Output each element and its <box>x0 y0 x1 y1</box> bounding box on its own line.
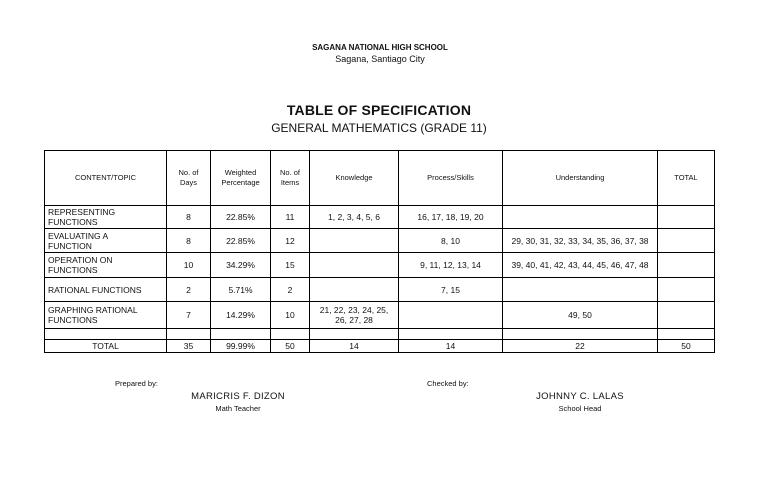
table-row <box>45 229 715 253</box>
total-cell <box>658 253 715 278</box>
table-row <box>45 206 715 229</box>
header-items: No. of Items <box>271 151 310 206</box>
knowledge-cell <box>310 229 399 253</box>
checked-by-role: School Head <box>558 404 602 413</box>
school-location: Sagana, Santiago City <box>335 54 425 64</box>
weight-cell: 14.29% <box>211 302 271 329</box>
topic-cell: REPRESENTING FUNCTIONS <box>45 206 167 229</box>
topic-cell: RATIONAL FUNCTIONS <box>45 278 167 302</box>
totals-process: 14 <box>399 340 503 353</box>
totals-total: 50 <box>658 340 715 353</box>
document-title: TABLE OF SPECIFICATION <box>286 102 472 118</box>
weight-cell: 22.85% <box>211 206 271 229</box>
specification-table <box>44 150 715 353</box>
prepared-by-name: MARICRIS F. DIZON <box>191 391 285 402</box>
weight-cell: 34.29% <box>211 253 271 278</box>
topic-cell: EVALUATING A FUNCTION <box>45 229 167 253</box>
days-cell: 10 <box>167 253 211 278</box>
items-cell: 11 <box>271 206 310 229</box>
knowledge-cell <box>310 278 399 302</box>
process-cell: 7, 15 <box>399 278 503 302</box>
total-cell <box>658 302 715 329</box>
table-row <box>45 253 715 278</box>
understanding-cell <box>503 278 658 302</box>
table-row <box>45 278 715 302</box>
table-row <box>45 302 715 329</box>
knowledge-cell <box>310 253 399 278</box>
checked-by-name: JOHNNY C. LALAS <box>536 391 624 402</box>
totals-understanding: 22 <box>503 340 658 353</box>
weight-cell: 5.71% <box>211 278 271 302</box>
header-knowledge: Knowledge <box>310 151 399 206</box>
header-total: TOTAL <box>658 151 715 206</box>
items-cell: 2 <box>271 278 310 302</box>
understanding-cell <box>503 206 658 229</box>
header-weighted-percentage: Weighted Percentage <box>211 151 271 206</box>
checked-by-label: Checked by: <box>427 379 469 388</box>
items-cell: 12 <box>271 229 310 253</box>
header-understanding: Understanding <box>503 151 658 206</box>
knowledge-cell: 21, 22, 23, 24, 25, 26, 27, 28 <box>310 302 399 329</box>
prepared-by-label: Prepared by: <box>115 379 158 388</box>
total-cell <box>658 206 715 229</box>
process-cell: 9, 11, 12, 13, 14 <box>399 253 503 278</box>
totals-weight: 99.99% <box>211 340 271 353</box>
understanding-cell: 49, 50 <box>503 302 658 329</box>
understanding-cell: 39, 40, 41, 42, 43, 44, 45, 46, 47, 48 <box>503 253 658 278</box>
header-content-topic: CONTENT/TOPIC <box>45 151 167 206</box>
header-days: No. of Days <box>167 151 211 206</box>
items-cell: 15 <box>271 253 310 278</box>
items-cell: 10 <box>271 302 310 329</box>
totals-label: TOTAL <box>45 340 167 353</box>
total-cell <box>658 229 715 253</box>
process-cell: 16, 17, 18, 19, 20 <box>399 206 503 229</box>
days-cell: 8 <box>167 229 211 253</box>
prepared-by-role: Math Teacher <box>215 404 261 413</box>
process-cell <box>399 302 503 329</box>
days-cell: 8 <box>167 206 211 229</box>
totals-days: 35 <box>167 340 211 353</box>
topic-cell: GRAPHING RATIONAL FUNCTIONS <box>45 302 167 329</box>
topic-cell: OPERATION ON FUNCTIONS <box>45 253 167 278</box>
school-name: SAGANA NATIONAL HIGH SCHOOL <box>312 43 448 52</box>
days-cell: 2 <box>167 278 211 302</box>
blank-row <box>45 329 715 340</box>
knowledge-cell: 1, 2, 3, 4, 5, 6 <box>310 206 399 229</box>
document-subtitle: GENERAL MATHEMATICS (GRADE 11) <box>271 121 487 135</box>
totals-items: 50 <box>271 340 310 353</box>
days-cell: 7 <box>167 302 211 329</box>
totals-row <box>45 340 715 353</box>
table-header-row <box>45 151 715 206</box>
total-cell <box>658 278 715 302</box>
process-cell: 8, 10 <box>399 229 503 253</box>
weight-cell: 22.85% <box>211 229 271 253</box>
totals-knowledge: 14 <box>310 340 399 353</box>
header-process-skills: Process/Skills <box>399 151 503 206</box>
understanding-cell: 29, 30, 31, 32, 33, 34, 35, 36, 37, 38 <box>503 229 658 253</box>
